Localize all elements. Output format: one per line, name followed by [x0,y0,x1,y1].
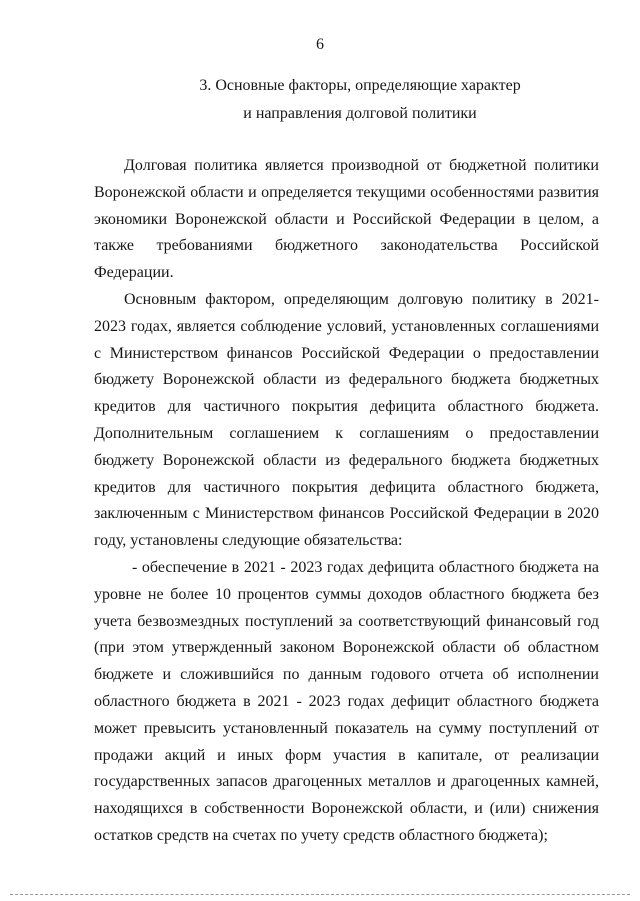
page-number: 6 [316,36,324,53]
section-heading-line-2: и направления долговой политики [243,105,477,122]
section-heading [120,72,600,128]
section-heading-line-1: 3. Основные факторы, определяющие характер [199,77,521,94]
paragraph-debt-policy-intro: Долговая политика является производной от бюджетной политики Воронежской области и определяется текущими особенностями развития экономики Воронежской области и Российской Федерации в целом, а также требованиями бюджетного законодательства Российской Федерации. [94,157,599,282]
paragraph-obligation-deficit: - обеспечение в 2021 - 2023 годах дефицита областного бюджета на уровне не более 10 процентов суммы доходов областного бюджета без учета безвозмездных поступлений за соответствующий финансовый год (при этом утвержденный законом Воронежской области об областном бюджете и сложившийся по данным годового отчета об исполнении областного бюджета в 2021 - 2023 годах дефицит областного бюджета может превысить установленный показатель на сумму поступлений от продажи акций и иных форм участия в капитале, от реализации государственных запасов драгоценных металлов и драгоценных камней, находящихся в собственности Воронежской области, и (или) снижения остатков средств на счетах по учету средств областного бюджета); [94,558,599,844]
body-text [94,153,599,850]
bottom-scan-edge [10,894,630,895]
paragraph-main-factor: Основным фактором, определяющим долговую политику в 2021-2023 годах, является соблюдение условий, установленных соглашениями с Министерством финансов Российской Федерации о предоставлении бюджету Воронежской области из федерального бюджета бюджетных кредитов для частичного покрытия дефицита областного бюджета. Дополнительным соглашением к соглашениям о предоставлении бюджету Воронежской области из федерального бюджета бюджетных кредитов для частичного покрытия дефицита областного бюджета, заключенным с Министерством финансов Российской Федерации в 2020 году, установлены следующие обязательства: [94,290,599,550]
